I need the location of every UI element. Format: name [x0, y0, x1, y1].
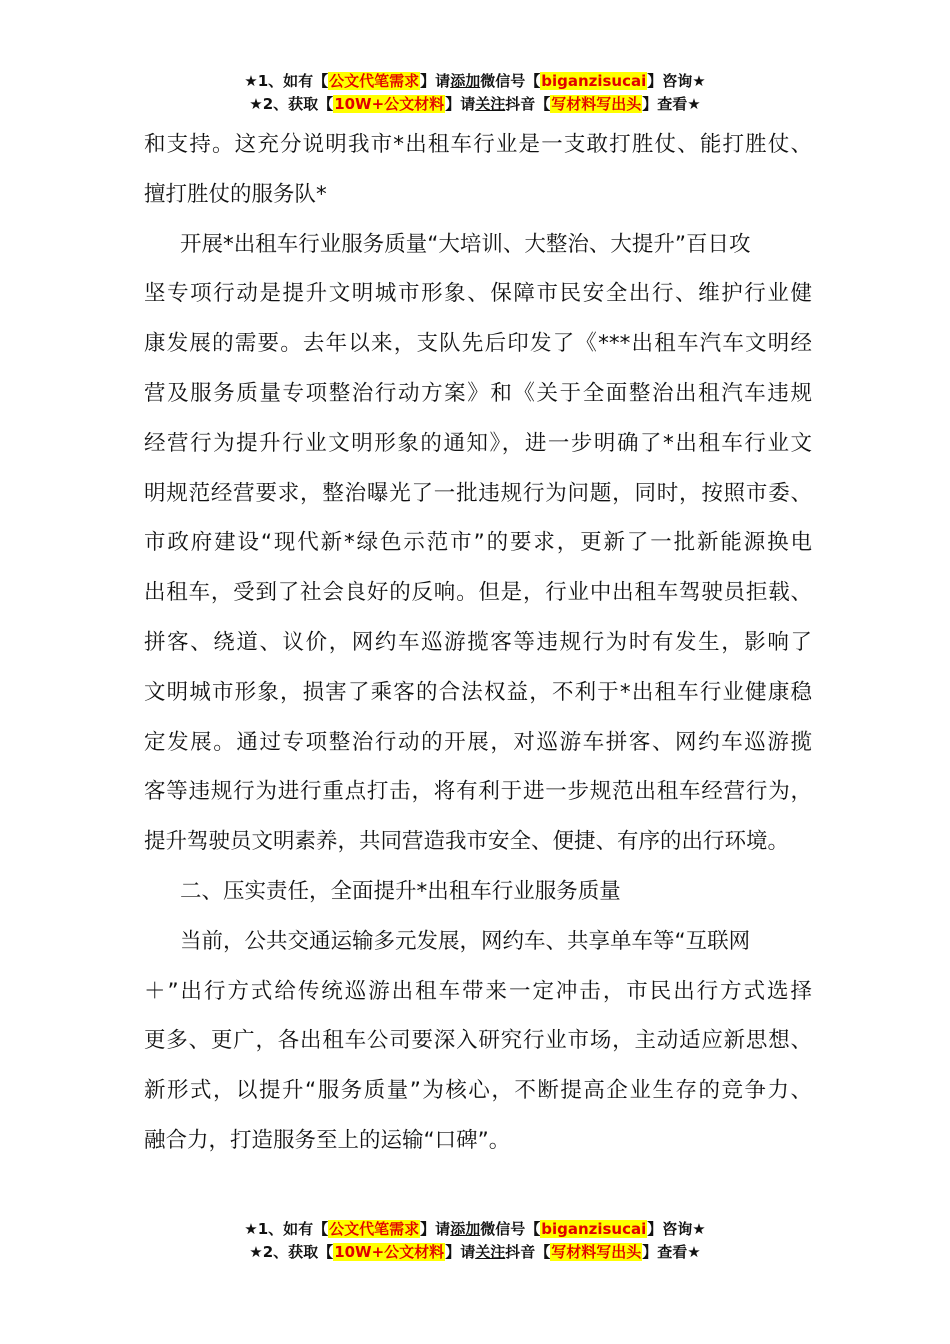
text-line: 经营行为提升行业文明形象的通知》，进一步明确了*出租车行业文: [144, 430, 812, 456]
banner-text: 】请: [420, 1220, 451, 1238]
banner-line-1: [0, 70, 950, 93]
banner-emphasis: 关注: [475, 95, 506, 113]
banner-text: 】咨询★: [647, 1220, 706, 1238]
text-line: 定发展。通过专项整治行动的开展，对巡游车拼客、网约车巡游揽: [144, 729, 812, 755]
document-body: [144, 120, 812, 1166]
text-line: 提升驾驶员文明素养，共同营造我市安全、便捷、有序的出行环境。: [144, 829, 790, 855]
banner-text: 抖音【: [505, 1243, 551, 1261]
banner-emphasis: 添加: [450, 72, 481, 90]
text-line: ＋”出行方式给传统巡游出租车带来一定冲击，市民出行方式选择: [144, 978, 812, 1004]
text-line: 和支持。这充分说明我市*出租车行业是一支敢打胜仗、能打胜仗、: [144, 132, 812, 157]
banner-highlight: 公文代笔需求: [329, 1220, 420, 1238]
text-line: 擅打胜仗的服务队*: [144, 181, 327, 207]
text-line: 更多、更广，各出租车公司要深入研究行业市场，主动适应新思想、: [144, 1028, 812, 1054]
banner-line-2: [0, 1241, 950, 1264]
banner-text: 微信号【: [480, 72, 541, 90]
text-line: 营及服务质量专项整治行动方案》和《关于全面整治出租汽车违规: [144, 380, 812, 406]
banner-text: ★2、获取【: [249, 1243, 334, 1261]
banner-text: ★1、如有【: [244, 72, 329, 90]
text-line: 文明城市形象，损害了乘客的合法权益，不利于*出租车行业健康稳: [144, 679, 812, 705]
banner-text: 】请: [445, 95, 476, 113]
banner-text: 】查看★: [642, 1243, 701, 1261]
banner-highlight: 10W+公文材料: [334, 95, 445, 113]
text-line: 新形式，以提升“服务质量”为核心，不断提高企业生存的竞争力、: [144, 1078, 812, 1104]
banner-highlight: biganzisucai: [541, 1220, 647, 1238]
footer-banner: [0, 1218, 950, 1264]
banner-line-1: [0, 1218, 950, 1241]
banner-highlight: 写材料写出头: [551, 1243, 642, 1261]
section-heading: 二、压实责任，全面提升*出租车行业服务质量: [180, 878, 621, 904]
banner-highlight: biganzisucai: [541, 72, 647, 90]
banner-line-2: [0, 93, 950, 116]
banner-emphasis: 关注: [475, 1243, 506, 1261]
banner-text: 抖音【: [505, 95, 551, 113]
paragraph-start: 当前，公共交通运输多元发展，网约车、共享单车等“互联网: [180, 928, 751, 954]
text-line: 出租车，受到了社会良好的反响。但是，行业中出租车驾驶员拒载、: [144, 580, 812, 606]
banner-text: ★1、如有【: [244, 1220, 329, 1238]
text-line: 客等违规行为进行重点打击，将有利于进一步规范出租车经营行为，: [144, 779, 812, 805]
banner-text: 】咨询★: [647, 72, 706, 90]
text-line: 市政府建设“现代新*绿色示范市”的要求，更新了一批新能源换电: [144, 530, 812, 556]
text-line: 康发展的需要。去年以来，支队先后印发了《***出租车汽车文明经: [144, 331, 812, 357]
text-line: 坚专项行动是提升文明城市形象、保障市民安全出行、维护行业健: [144, 281, 812, 307]
banner-highlight: 写材料写出头: [551, 95, 642, 113]
banner-highlight: 公文代笔需求: [329, 72, 420, 90]
text-line: 拼客、绕道、议价，网约车巡游揽客等违规行为时有发生，影响了: [144, 629, 812, 655]
banner-highlight: 10W+公文材料: [334, 1243, 445, 1261]
text-line: 融合力，打造服务至上的运输“口碑”。: [144, 1127, 511, 1153]
banner-text: 】请: [420, 72, 451, 90]
banner-text: 】查看★: [642, 95, 701, 113]
header-banner: [0, 70, 950, 116]
banner-text: 微信号【: [480, 1220, 541, 1238]
paragraph-start: 开展*出租车行业服务质量“大培训、大整治、大提升”百日攻: [180, 231, 751, 257]
text-line: 明规范经营要求，整治曝光了一批违规行为问题，同时，按照市委、: [144, 480, 812, 506]
banner-text: 】请: [445, 1243, 476, 1261]
banner-emphasis: 添加: [450, 1220, 481, 1238]
banner-text: ★2、获取【: [249, 95, 334, 113]
